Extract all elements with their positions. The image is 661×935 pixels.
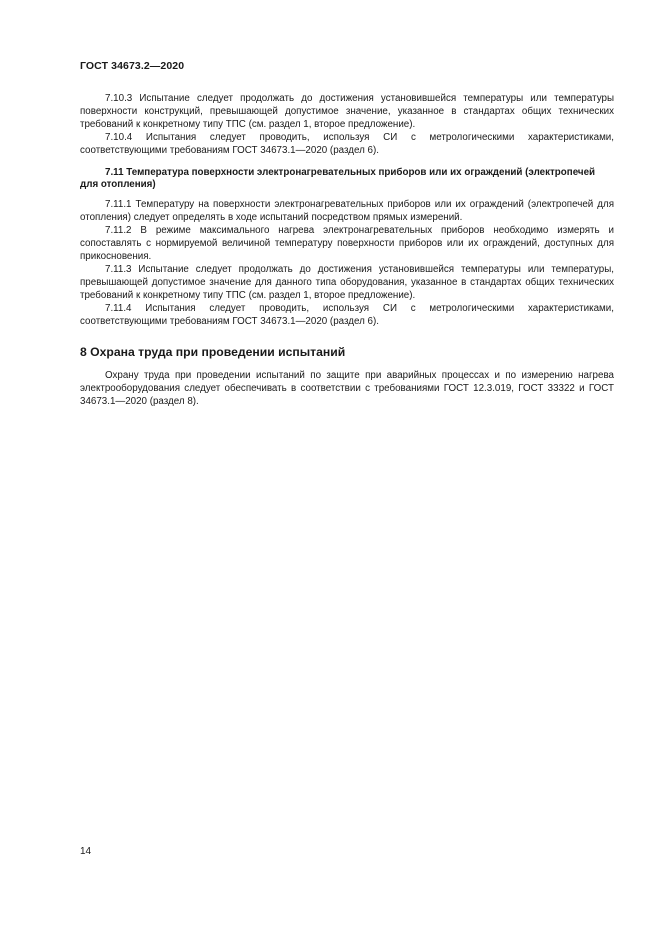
- paragraph-7-11-1: 7.11.1 Температуру на поверхности электронагревательных приборов или их ограждений (электропечей для отопления) следует определять в ходе испытаний посредством прямых измерений.: [80, 199, 614, 224]
- paragraph-section-8: Охрану труда при проведении испытаний по защите при аварийных процессах и по измерению нагрева электрооборудования следует обеспечивать в соответствии с требованиями ГОСТ 12.3.019, ГОСТ 33322 и ГОСТ 34673.1—2020 (раздел 8).: [80, 370, 614, 408]
- section-title-8: 8 Охрана труда при проведении испытаний: [80, 345, 346, 360]
- page-header-standard: ГОСТ 34673.2—2020: [80, 60, 185, 72]
- subsection-heading-7-11: 7.11 Температура поверхности электронагревательных приборов или их ограждений (электропечей для отопления): [80, 166, 596, 191]
- paragraph-7-11-2: 7.11.2 В режиме максимального нагрева электронагревательных приборов необходимо измерять и сопоставлять с нормируемой величиной температуру поверхности приборов или их ограждений, доступных для прикосновения.: [80, 225, 614, 262]
- page-number: 14: [80, 846, 92, 857]
- page-content: [80, 93, 614, 409]
- paragraph-7-10-4: 7.10.4 Испытания следует проводить, используя СИ с метрологическими характеристиками, соответствующими требованиям ГОСТ 34673.1—2020 (раздел 6).: [80, 131, 614, 156]
- paragraph-7-11-3: 7.11.3 Испытание следует продолжать до достижения установившейся температуры или температуры, превышающей допустимое значение для данного типа оборудования, указанное в стандартах общих технических требований к конкретному типу ТПС (см. раздел 1, второе предложение).: [80, 263, 614, 301]
- paragraph-7-10-3: 7.10.3 Испытание следует продолжать до достижения установившейся температуры или температуры поверхности конструкций, превышающей допустимое значение, указанное в стандартах общих технических требований к конкретному типу ТПС (см. раздел 1, второе предложение).: [80, 93, 614, 130]
- paragraph-7-11-4: 7.11.4 Испытания следует проводить, используя СИ с метрологическими характеристиками, соответствующими требованиям ГОСТ 34673.1—2020 (раздел 6).: [80, 302, 614, 327]
